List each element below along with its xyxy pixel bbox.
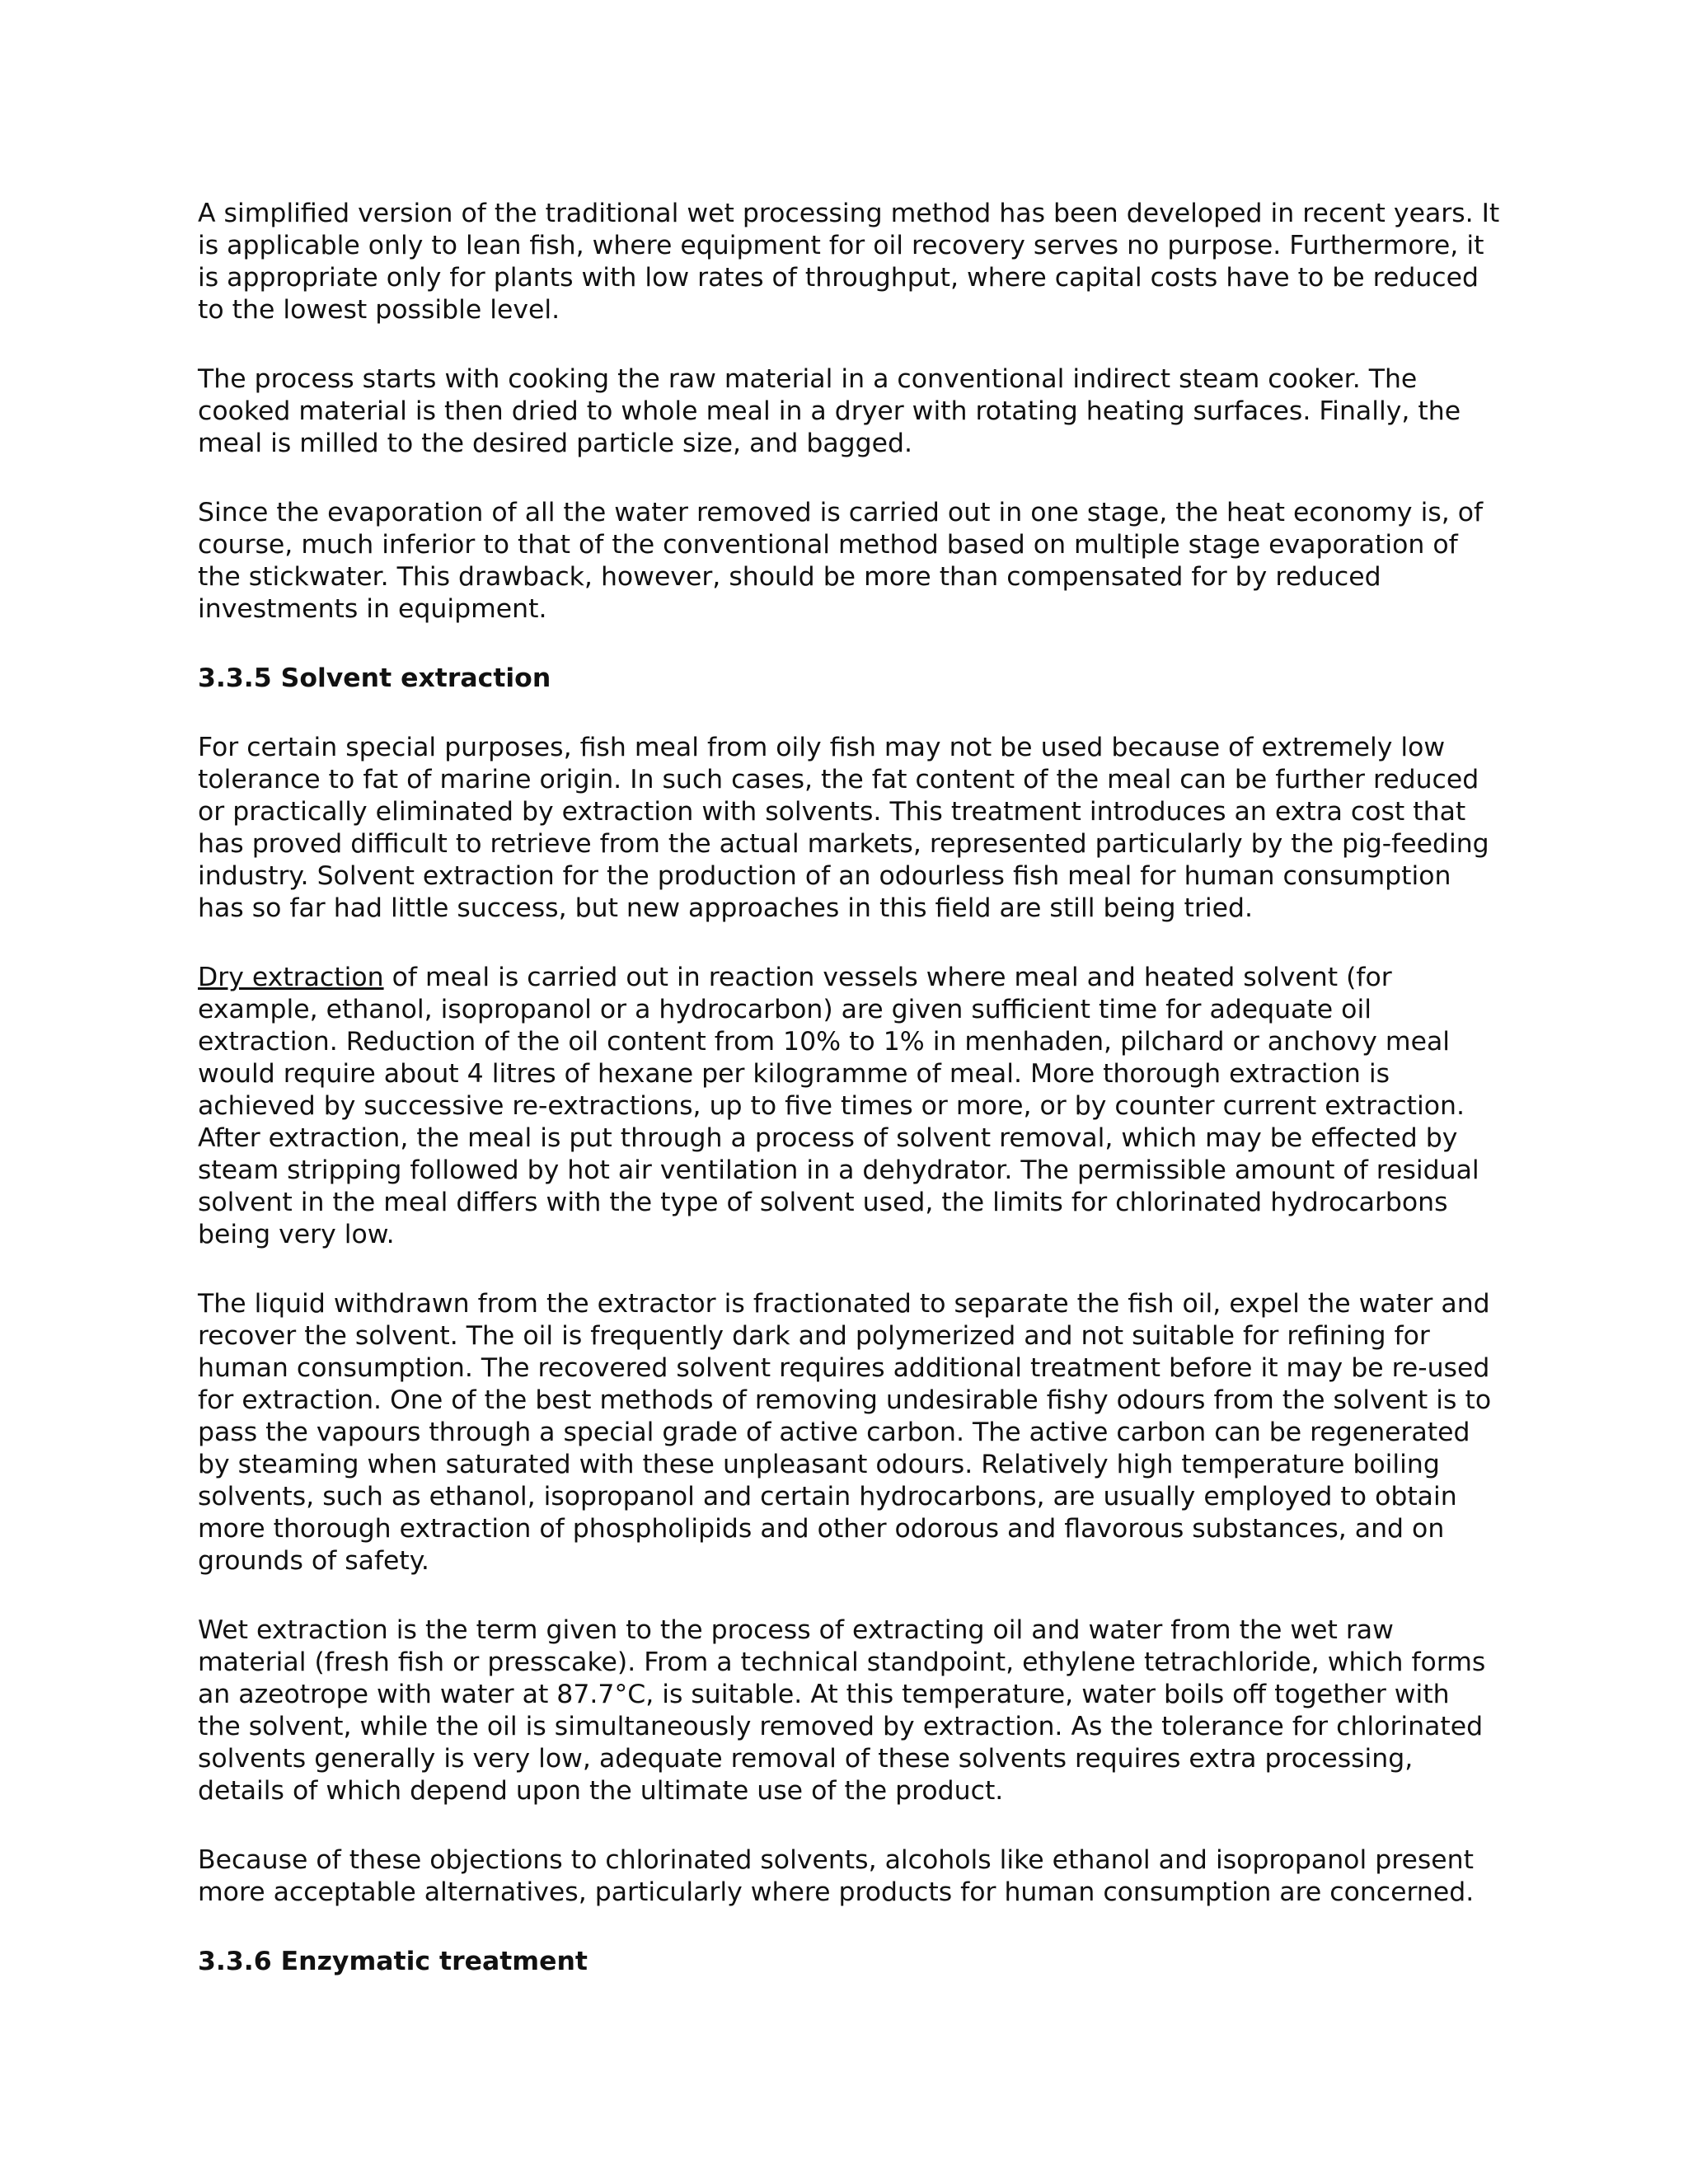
paragraph-wet-extraction: Wet extraction is the term given to the process of extracting oil and water from the wet raw material (fresh fish or presscake). From a technical standpoint, ethylene tetrachloride, which forms an azeotrope with water at 87.7°C, is suitable. At this temperature, water boils off together with the solvent, while the oil is simultaneously removed by extraction. As the tolerance for chlorinated solvents generally is very low, adequate removal of these solvents requires extra processing, details of which depend upon the ultimate use of the product. [198, 1615, 1486, 1806]
term-dry-extraction: Dry extraction [198, 963, 384, 992]
paragraph-simplified-wet-processing: A simplified version of the traditional wet processing method has been developed in recent years. It is applicable only to lean fish, where equipment for oil recovery serves no purpose. Furthermore, it is appropriate only for plants with low rates of throughput, where capital costs have to be reduced to the lowest possible level. [198, 199, 1500, 325]
heading-solvent-extraction: 3.3.5 Solvent extraction [198, 663, 551, 693]
paragraph-dry-extraction-text: of meal is carried out in reaction vessels where meal and heated solvent (for example, ethanol, isopropanol or a hydrocarbon) are given sufficient time for adequate oil extraction. Reduction of the oil content from 10% to 1% in menhaden, pilchard or anchovy meal would require about 4 litres of hexane per kilogramme of meal. More thorough extraction is achieved by successive re-extractions, up to five times or more, or by counter current extraction. After extraction, the meal is put through a process of solvent removal, which may be effected by steam stripping followed by hot air ventilation in a dehydrator. The permissible amount of residual solvent in the meal differs with the type of solvent used, the limits for chlorinated hydrocarbons being very low. [198, 963, 1479, 1249]
heading-enzymatic-treatment: 3.3.6 Enzymatic treatment [198, 1947, 588, 1976]
paragraph-process-steps: The process starts with cooking the raw material in a conventional indirect steam cooker. The cooked material is then dried to whole meal in a dryer with rotating heating surfaces. Finally, the meal is milled to the desired particle size, and bagged. [198, 364, 1461, 458]
paragraph-dry-extraction [198, 962, 1500, 1251]
paragraph-alcohol-alternatives: Because of these objections to chlorinated solvents, alcohols like ethanol and isopropanol present more acceptable alternatives, particularly where products for human consumption are concerned. [198, 1845, 1475, 1907]
paragraph-heat-economy: Since the evaporation of all the water removed is carried out in one stage, the heat economy is, of course, much inferior to that of the conventional method based on multiple stage evaporation of the stickwater. This drawback, however, should be more than compensated for by reduced investments in equipment. [198, 498, 1484, 624]
document-page [198, 198, 1500, 2015]
paragraph-special-purposes: For certain special purposes, fish meal from oily fish may not be used because of extremely low tolerance to fat of marine origin. In such cases, the fat content of the meal can be further reduced or practically eliminated by extraction with solvents. This treatment introduces an extra cost that has proved difficult to retrieve from the actual markets, represented particularly by the pig-feeding industry. Solvent extraction for the production of an odourless fish meal for human consumption has so far had little success, but new approaches in this field are still being tried. [198, 733, 1489, 923]
paragraph-liquid-fractionation: The liquid withdrawn from the extractor is fractionated to separate the fish oil, expel the water and recover the solvent. The oil is frequently dark and polymerized and not suitable for refining for human consumption. The recovered solvent requires additional treatment before it may be re-used for extraction. One of the best methods of removing undesirable fishy odours from the solvent is to pass the vapours through a special grade of active carbon. The active carbon can be regenerated by steaming when saturated with these unpleasant odours. Relatively high temperature boiling solvents, such as ethanol, isopropanol and certain hydrocarbons, are usually employed to obtain more thorough extraction of phospholipids and other odorous and flavorous substances, and on grounds of safety. [198, 1289, 1492, 1576]
